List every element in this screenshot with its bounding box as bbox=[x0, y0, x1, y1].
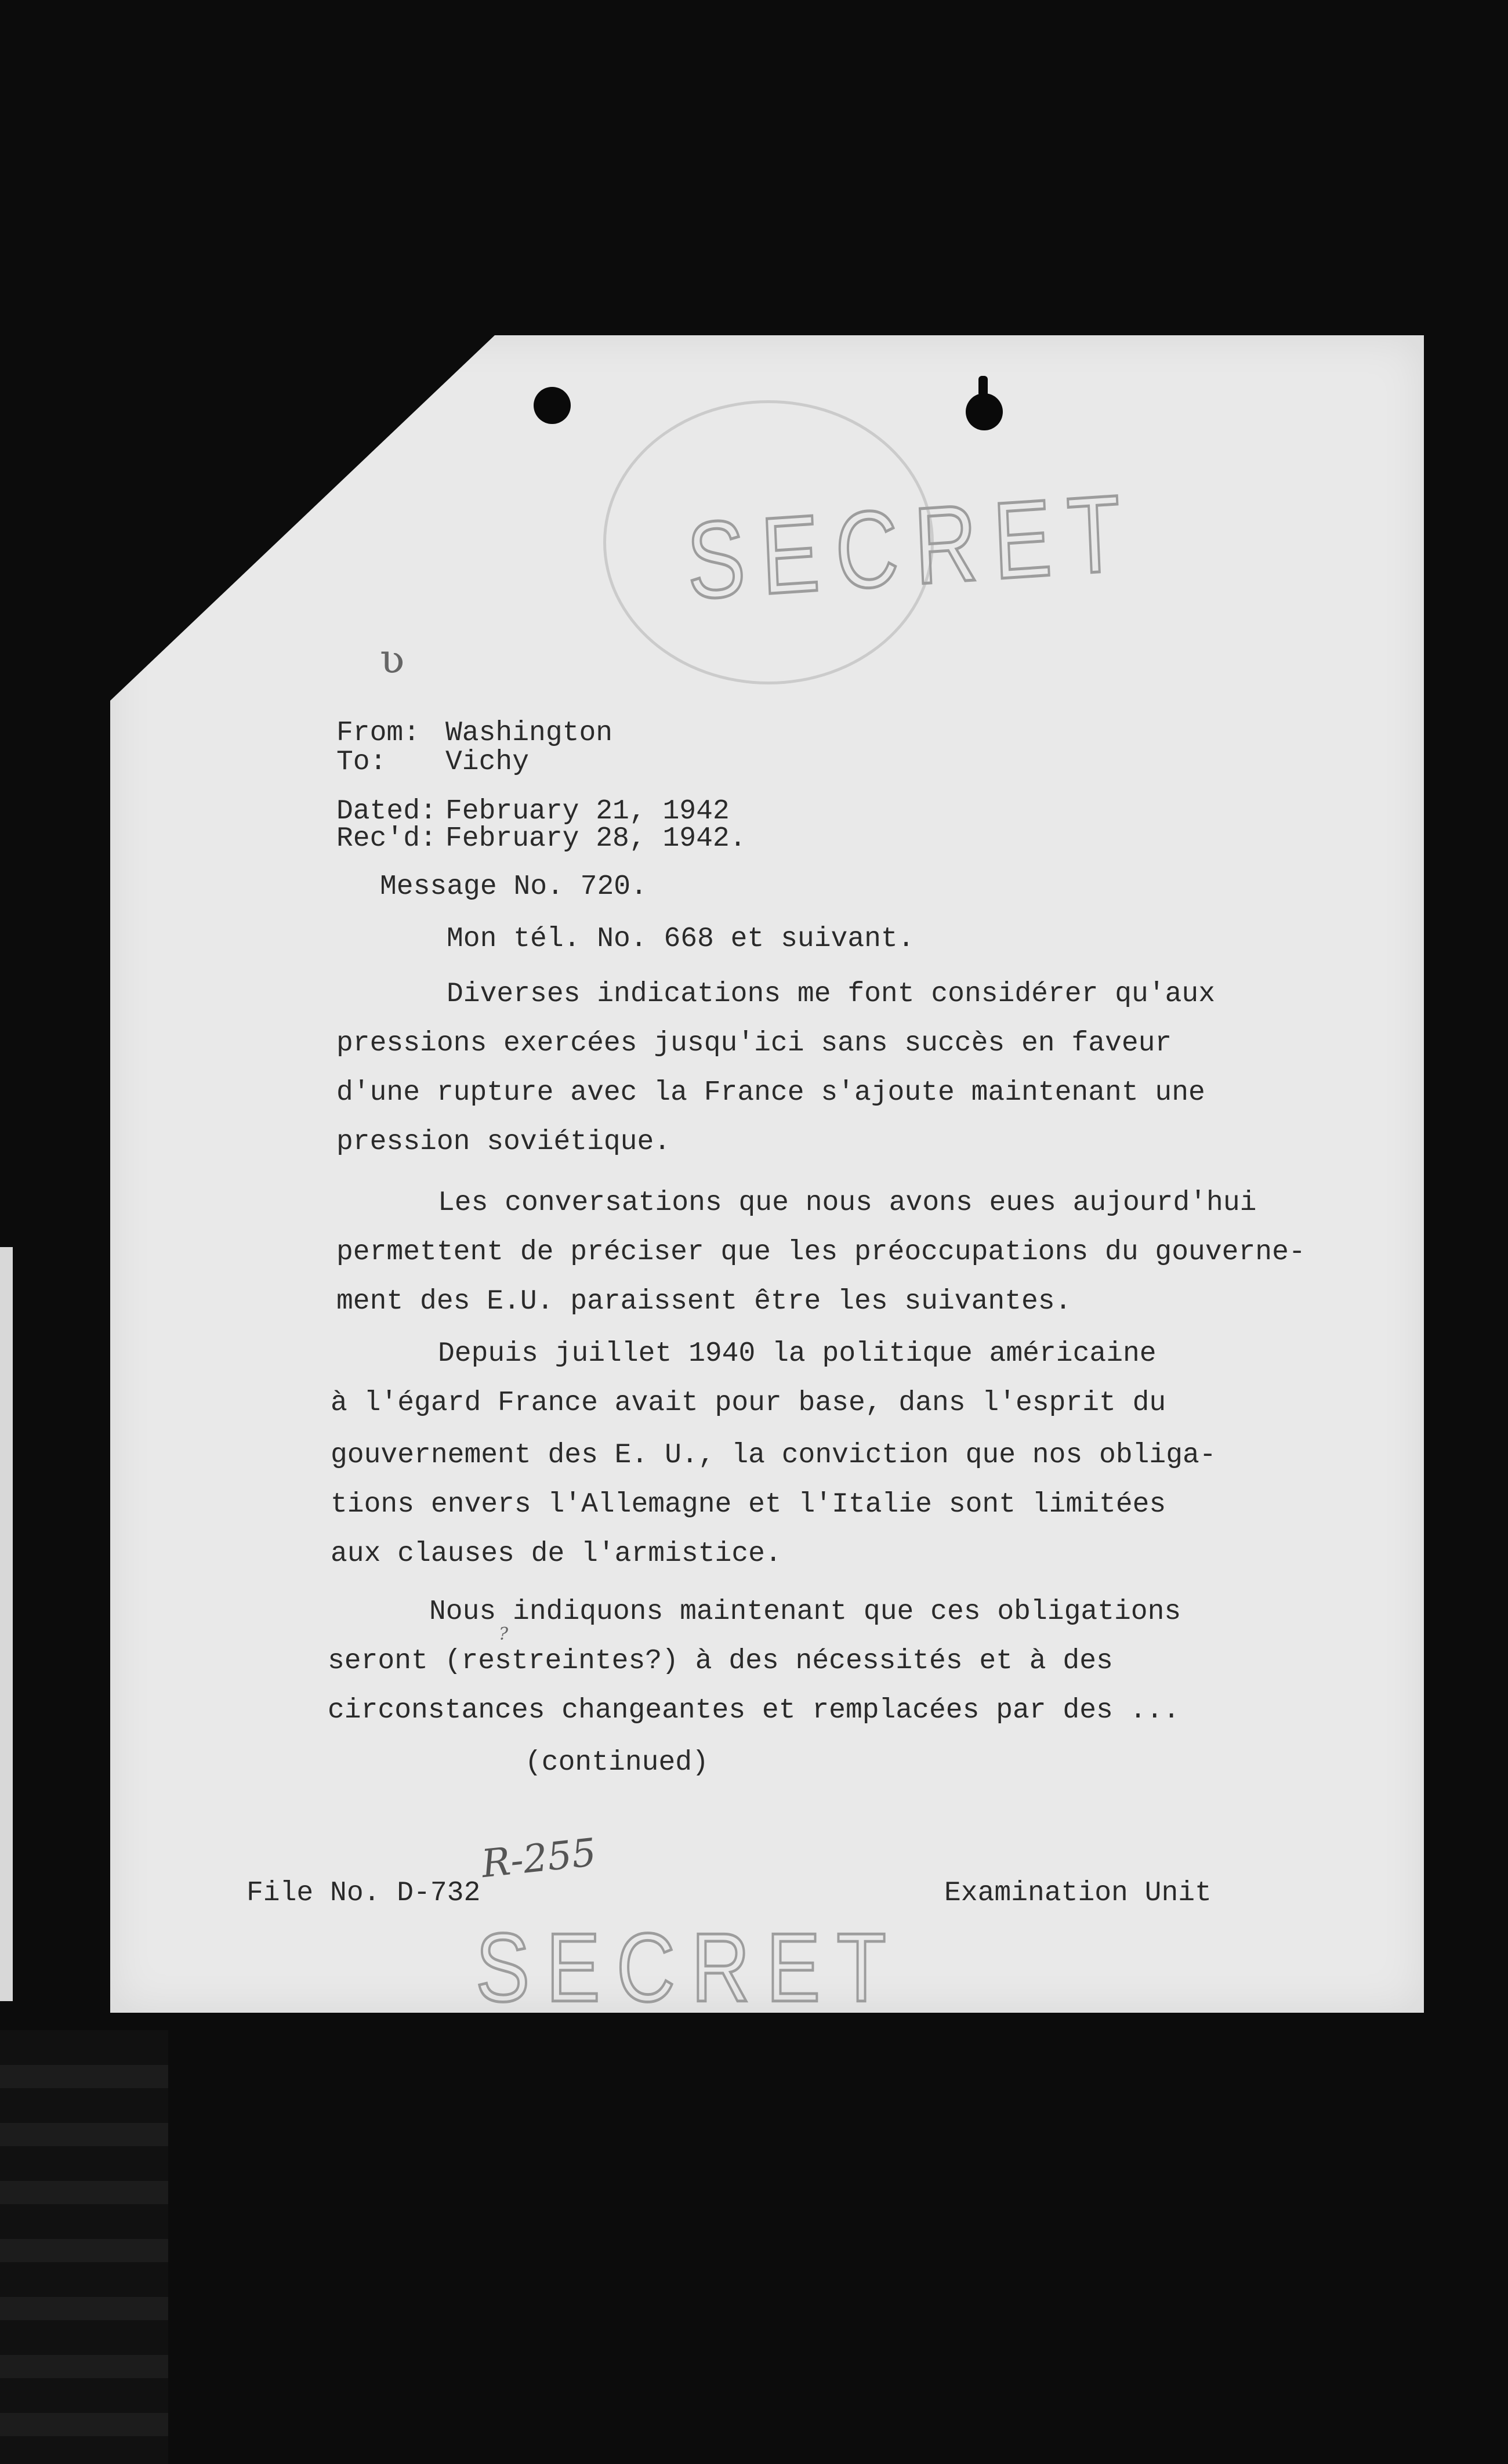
examination-unit: Examination Unit bbox=[944, 1878, 1212, 1909]
body-line: tions envers l'Allemagne et l'Italie sont limitées bbox=[331, 1489, 1166, 1520]
body-line: pressions exercées jusqu'ici sans succès en faveur bbox=[336, 1028, 1172, 1059]
from-label: From: bbox=[336, 718, 420, 749]
body-line: Diverses indications me font considérer qu'aux bbox=[447, 979, 1216, 1010]
punch-hole-left bbox=[534, 387, 571, 424]
continued-label: (continued) bbox=[525, 1747, 709, 1778]
dated-label: Dated: bbox=[336, 796, 437, 827]
body-line: permettent de préciser que les préoccupations du gouverne- bbox=[336, 1237, 1306, 1268]
reference-line: Mon tél. No. 668 et suivant. bbox=[447, 923, 915, 955]
secret-stamp-top: SECRET bbox=[684, 470, 1140, 622]
body-line: aux clauses de l'armistice. bbox=[331, 1538, 782, 1570]
body-line: seront (restreintes?) à des nécessités et à des bbox=[328, 1646, 1113, 1677]
pencil-mark: ʋ bbox=[380, 635, 405, 683]
body-line: pression soviétique. bbox=[336, 1126, 671, 1158]
body-line: Depuis juillet 1940 la politique américaine bbox=[438, 1338, 1157, 1369]
to-label: To: bbox=[336, 747, 387, 778]
file-number: File No. D-732 bbox=[246, 1878, 481, 1909]
body-line: Nous indiquons maintenant que ces obligations bbox=[429, 1596, 1181, 1628]
body-line: gouvernement des E. U., la conviction que nos obliga- bbox=[331, 1440, 1216, 1471]
to-value: Vichy bbox=[445, 747, 530, 778]
pencil-annotation: ? bbox=[499, 1624, 509, 1644]
recd-label: Rec'd: bbox=[336, 823, 437, 854]
secret-stamp-bottom: SECRET bbox=[476, 1912, 902, 2022]
body-line: ment des E.U. paraissent être les suivantes. bbox=[336, 1286, 1072, 1317]
body-line: circonstances changeantes et remplacées par des ... bbox=[328, 1695, 1180, 1726]
message-number: Message No. 720. bbox=[380, 871, 647, 903]
body-line: d'une rupture avec la France s'ajoute maintenant une bbox=[336, 1077, 1205, 1108]
from-value: Washington bbox=[445, 718, 613, 749]
film-strip-edge bbox=[0, 2030, 168, 2464]
punch-hole-right bbox=[966, 393, 1003, 430]
body-line: Les conversations que nous avons eues aujourd'hui bbox=[438, 1187, 1257, 1219]
body-line: à l'égard France avait pour base, dans l'esprit du bbox=[331, 1387, 1166, 1419]
recd-value: February 28, 1942. bbox=[445, 823, 746, 854]
adjacent-page-edge bbox=[0, 1247, 13, 2001]
dated-value: February 21, 1942 bbox=[445, 796, 730, 827]
handwritten-reference: R-255 bbox=[479, 1829, 599, 1887]
